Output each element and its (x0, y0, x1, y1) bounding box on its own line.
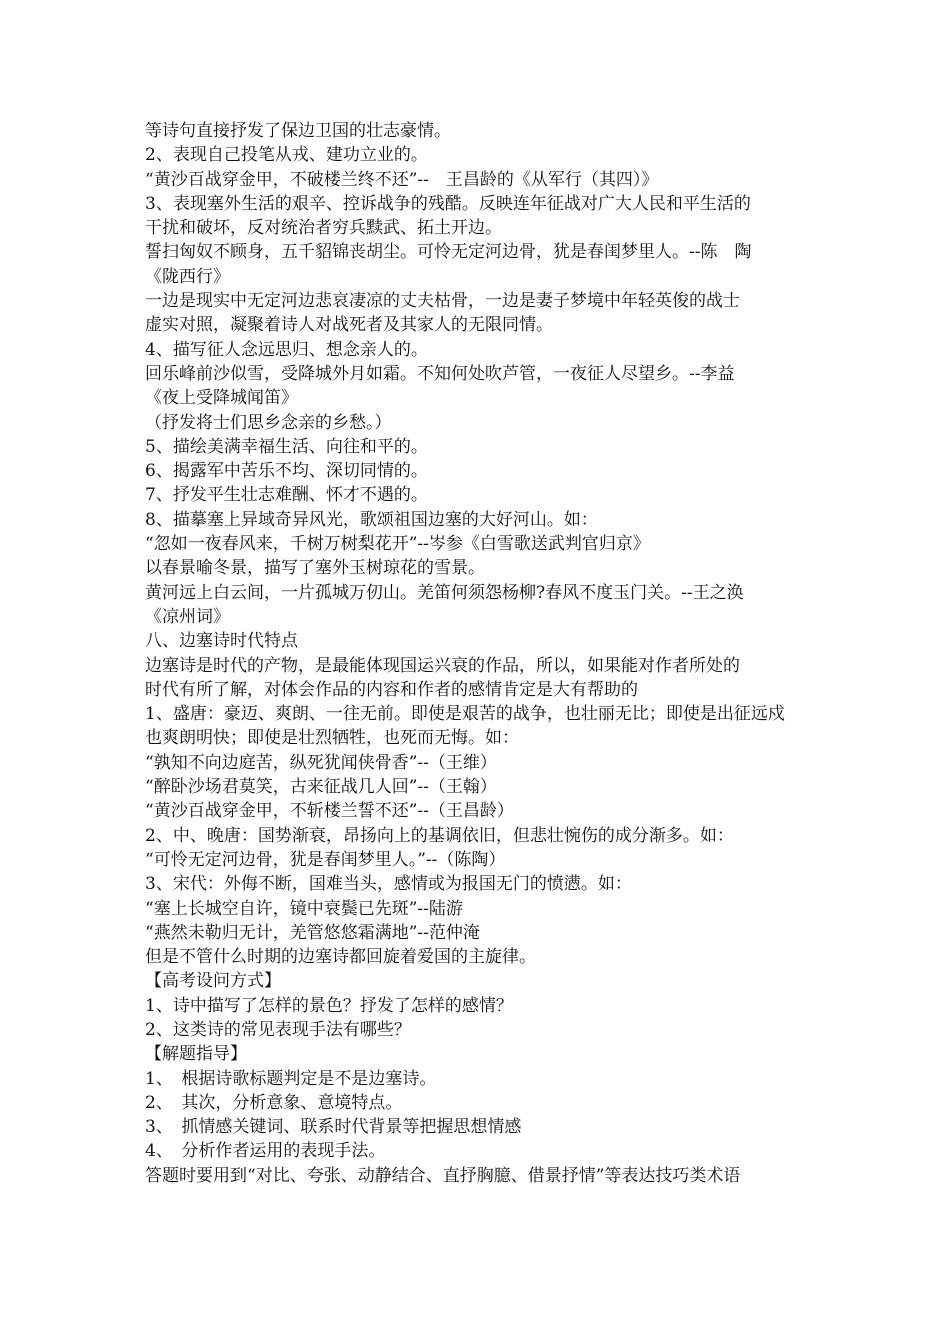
text-line: 誓扫匈奴不顾身，五千貂锦丧胡尘。可怜无定河边骨，犹是春闺梦里人。--陈 陶 (145, 242, 752, 263)
text-line: “塞上长城空自许，镜中衰鬓已先斑”--陆游 (145, 898, 463, 919)
text-line: 等诗句直接抒发了保边卫国的壮志豪情。 (145, 121, 451, 141)
text-line: 边塞诗是时代的产物，是最能体现国运兴衰的作品，所以，如果能对作者所处的 (145, 655, 740, 676)
text-line: 1、盛唐：豪迈、爽朗、一往无前。即使是艰苦的战争，也壮丽无比；即使是出征远戍 (145, 704, 785, 725)
text-line: 《凉州词》 (145, 606, 230, 627)
text-line: 3、宋代：外侮不断，国难当头，感情或为报国无门的愤懑。如： (145, 874, 632, 895)
text-line: （抒发将士们思乡念亲的乡愁。） (145, 412, 392, 433)
text-line: 3、表现塞外生活的艰辛、控诉战争的残酷。反映连年征战对广大人民和平生活的 (145, 193, 751, 214)
text-line: 8、描摹塞上异域奇异风光，歌颂祖国边塞的大好河山。如： (145, 509, 598, 530)
text-line: 也爽朗明快；即使是壮烈牺牲，也死而无悔。如： (145, 728, 519, 749)
text-line: “黄沙百战穿金甲，不破楼兰终不还”-- 王昌龄的《从军行（其四）》 (145, 169, 659, 190)
text-line: 6、揭露军中苦乐不均、深切同情的。 (145, 461, 428, 482)
text-line: 但是不管什么时期的边塞诗都回旋着爱国的主旋律。 (145, 947, 536, 968)
text-line: 《陇西行》 (145, 266, 230, 287)
text-line: 2、 其次，分析意象、意境特点。 (145, 1092, 403, 1113)
text-line: 1、 根据诗歌标题判定是不是边塞诗。 (145, 1068, 437, 1089)
text-line: “可怜无定河边骨，犹是春闺梦里人。”--（陈陶） (145, 849, 506, 870)
text-line: 以春景喻冬景，描写了塞外玉树琼花的雪景。 (145, 558, 485, 579)
section-heading: 【解题指导】 (145, 1044, 247, 1065)
text-line: “醉卧沙场君莫笑，古来征战几人回”--（王翰） (145, 777, 497, 798)
text-line: 时代有所了解，对体会作品的内容和作者的感情肯定是大有帮助的 (145, 679, 638, 700)
text-line: 干扰和破坏，反对统治者穷兵黩武、拓土开边。 (145, 218, 502, 239)
text-line: 答题时要用到“对比、夸张、动静结合、直抒胸臆、借景抒情”等表达技巧类术语 (145, 1165, 741, 1186)
text-line: 《夜上受降城闻笛》 (145, 388, 298, 409)
text-line: 7、抒发平生壮志难酬、怀才不遇的。 (145, 485, 428, 506)
text-line: “孰知不向边庭苦，纵死犹闻侠骨香”--（王维） (145, 752, 497, 773)
text-line: 回乐峰前沙似雪，受降城外月如霜。不知何处吹芦管，一夜征人尽望乡。--李益 (145, 363, 735, 384)
text-line: 3、 抓情感关键词、联系时代背景等把握思想情感 (145, 1117, 522, 1138)
text-line: 一边是现实中无定河边悲哀凄凉的丈夫枯骨，一边是妻子梦境中年轻英俊的战士 (145, 291, 740, 312)
text-line: 2、这类诗的常见表现手法有哪些？ (145, 1019, 411, 1040)
text-line: “黄沙百战穿金甲，不斩楼兰誓不还”--（王昌龄） (145, 801, 514, 822)
text-line: 5、描绘美满幸福生活、向往和平的。 (145, 436, 428, 457)
text-line: “燕然未勒归无计，羌管悠悠霜满地”--范仲淹 (145, 922, 480, 943)
text-line: 1、诗中描写了怎样的景色？抒发了怎样的感情？ (145, 995, 513, 1016)
section-heading: 八、边塞诗时代特点 (145, 631, 298, 652)
text-line: 2、中、晚唐：国势渐衰，昂扬向上的基调依旧，但悲壮惋伤的成分渐多。如： (145, 825, 734, 846)
text-line: “忽如一夜春风来，千树万树梨花开”--岑参《白雪歌送武判官归京》 (145, 534, 650, 555)
text-line: 4、 分析作者运用的表现手法。 (145, 1141, 386, 1162)
document-body (145, 119, 815, 1188)
text-line: 虚实对照，凝聚着诗人对战死者及其家人的无限同情。 (145, 315, 553, 336)
section-heading: 【高考设问方式】 (145, 971, 281, 992)
text-line: 黄河远上白云间，一片孤城万仞山。羌笛何须怨杨柳?春风不度玉门关。--王之涣 (145, 582, 744, 603)
text-line: 4、描写征人念远思归、想念亲人的。 (145, 339, 428, 360)
text-line: 2、表现自己投笔从戎、建功立业的。 (145, 145, 428, 166)
